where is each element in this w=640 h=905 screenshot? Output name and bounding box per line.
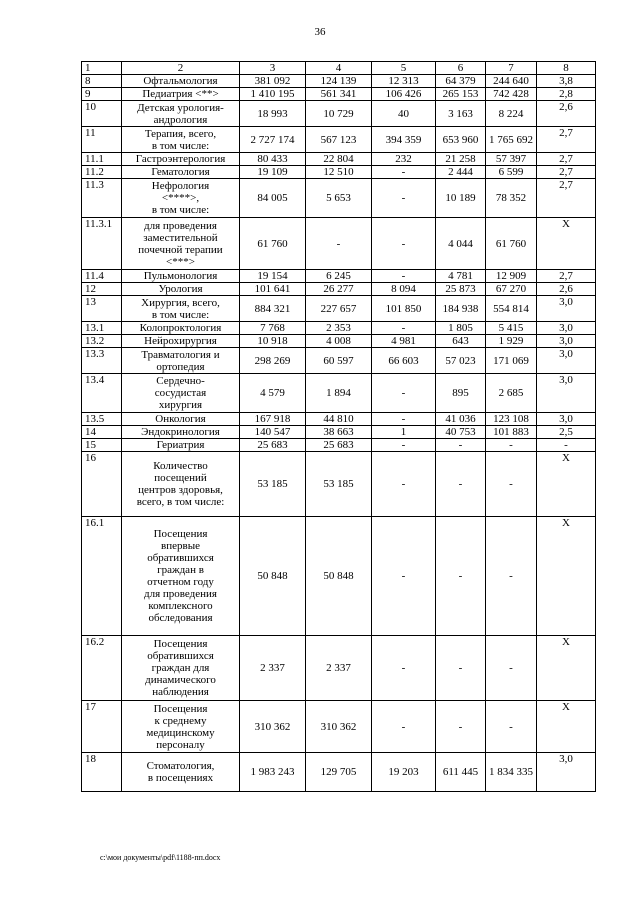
table-cell: 4 579 (240, 374, 306, 413)
table-cell: - (436, 636, 486, 701)
table-row (82, 270, 596, 283)
table-cell: 50 848 (240, 517, 306, 636)
table-cell: Эндокринология (122, 426, 240, 439)
table-cell: - (436, 517, 486, 636)
table-row (82, 218, 596, 270)
table-cell: 227 657 (306, 296, 372, 322)
table-cell: 3,0 (537, 348, 596, 374)
table-cell: 895 (436, 374, 486, 413)
table-cell: 1 805 (436, 322, 486, 335)
table-cell: 11.3 (82, 179, 122, 218)
table-cell: Нефрология <****>, в том числе: (122, 179, 240, 218)
table-cell: 44 810 (306, 413, 372, 426)
table-cell: 4 044 (436, 218, 486, 270)
table-cell: Х (537, 218, 596, 270)
table-cell: 25 683 (240, 439, 306, 452)
table-cell: 16 (82, 452, 122, 517)
table-cell: 11.1 (82, 153, 122, 166)
table-row (82, 413, 596, 426)
table-cell: 6 245 (306, 270, 372, 283)
table-cell: 10 918 (240, 335, 306, 348)
table-cell: 13.2 (82, 335, 122, 348)
table-row (82, 753, 596, 792)
table-cell: 41 036 (436, 413, 486, 426)
table-cell: 310 362 (306, 701, 372, 753)
table-cell: 13.1 (82, 322, 122, 335)
table-cell: 123 108 (486, 413, 537, 426)
table-cell: 1 834 335 (486, 753, 537, 792)
table-cell: 19 154 (240, 270, 306, 283)
table-cell: - (372, 166, 436, 179)
table-cell: 11 (82, 127, 122, 153)
table-cell: 265 153 (436, 88, 486, 101)
table-cell: 171 069 (486, 348, 537, 374)
table-cell: - (436, 701, 486, 753)
table-cell: 2 337 (306, 636, 372, 701)
table-cell: - (372, 517, 436, 636)
table-cell: 15 (82, 439, 122, 452)
table-cell: 2 337 (240, 636, 306, 701)
table-row (82, 322, 596, 335)
table-cell: - (372, 701, 436, 753)
table-cell: 3,0 (537, 374, 596, 413)
table-cell: 1 (372, 426, 436, 439)
table-row (82, 296, 596, 322)
table-cell: 40 753 (436, 426, 486, 439)
table-row (82, 636, 596, 701)
table-cell: 101 883 (486, 426, 537, 439)
table-cell: 53 185 (306, 452, 372, 517)
table-cell: 381 092 (240, 75, 306, 88)
table-cell: 26 277 (306, 283, 372, 296)
table-cell: 12 510 (306, 166, 372, 179)
table-cell: 21 258 (436, 153, 486, 166)
table-cell: - (372, 413, 436, 426)
table-cell: 13.3 (82, 348, 122, 374)
table-cell: 2,7 (537, 270, 596, 283)
table-cell: Гастроэнтерология (122, 153, 240, 166)
table-cell: 4 981 (372, 335, 436, 348)
table-cell: 7 768 (240, 322, 306, 335)
table-cell: 5 415 (486, 322, 537, 335)
table-cell: 3,0 (537, 322, 596, 335)
column-number-cell: 3 (240, 62, 306, 75)
table-cell: 57 397 (486, 153, 537, 166)
table-cell: 2,5 (537, 426, 596, 439)
table-row (82, 166, 596, 179)
table-cell: 13 (82, 296, 122, 322)
table-cell: 310 362 (240, 701, 306, 753)
table-cell: Гериатрия (122, 439, 240, 452)
table-cell: 25 873 (436, 283, 486, 296)
table-cell: для проведения заместительной почечной терапии <***> (122, 218, 240, 270)
table-cell: 13.5 (82, 413, 122, 426)
table-cell: Сердечно- сосудистая хирургия (122, 374, 240, 413)
table-row (82, 153, 596, 166)
table-cell: 2,7 (537, 153, 596, 166)
table-cell: Нейрохирургия (122, 335, 240, 348)
table-row (82, 517, 596, 636)
table-cell: 298 269 (240, 348, 306, 374)
page-number: 36 (314, 26, 326, 38)
column-number-cell: 1 (82, 62, 122, 75)
table-cell: 140 547 (240, 426, 306, 439)
table-cell: 567 123 (306, 127, 372, 153)
table-cell: 2 353 (306, 322, 372, 335)
table-cell: - (486, 439, 537, 452)
table-cell: - (372, 439, 436, 452)
table-row (82, 374, 596, 413)
table-cell: Х (537, 452, 596, 517)
table-cell: 12 909 (486, 270, 537, 283)
table-cell: 2,6 (537, 101, 596, 127)
table-cell: 3,0 (537, 335, 596, 348)
table-cell: - (372, 270, 436, 283)
table-cell: 2 685 (486, 374, 537, 413)
table-cell: 611 445 (436, 753, 486, 792)
table-cell: - (372, 636, 436, 701)
table-cell: - (486, 517, 537, 636)
table-cell: 5 653 (306, 179, 372, 218)
table-cell: Посещения впервые обратившихся граждан в отчетном году для проведения комплексного обследования (122, 517, 240, 636)
table-cell: 17 (82, 701, 122, 753)
table-cell: Х (537, 636, 596, 701)
table-cell: Хирургия, всего, в том числе: (122, 296, 240, 322)
table-cell: Травматология и ортопедия (122, 348, 240, 374)
table-cell: 84 005 (240, 179, 306, 218)
table-row (82, 101, 596, 127)
table-cell: 14 (82, 426, 122, 439)
table-cell: 61 760 (240, 218, 306, 270)
table-cell: - (537, 439, 596, 452)
table-cell: - (372, 322, 436, 335)
table-cell: 1 929 (486, 335, 537, 348)
table-cell: 643 (436, 335, 486, 348)
table-cell: 50 848 (306, 517, 372, 636)
table-cell: 167 918 (240, 413, 306, 426)
table-row (82, 439, 596, 452)
table-cell: 124 139 (306, 75, 372, 88)
table-cell: - (486, 636, 537, 701)
table-cell: 11.2 (82, 166, 122, 179)
table-cell: - (436, 452, 486, 517)
table-cell: - (372, 218, 436, 270)
table-row (82, 335, 596, 348)
table-cell: 232 (372, 153, 436, 166)
table-cell: 64 379 (436, 75, 486, 88)
table-cell: 1 410 195 (240, 88, 306, 101)
table-cell: Посещения обратившихся граждан для динамического наблюдения (122, 636, 240, 701)
table-cell: Онкология (122, 413, 240, 426)
table-cell: Количество посещений центров здоровья, всего, в том числе: (122, 452, 240, 517)
table-cell: 3,0 (537, 296, 596, 322)
table-cell: Колопроктология (122, 322, 240, 335)
table-cell: 2,7 (537, 166, 596, 179)
table-cell: 11.4 (82, 270, 122, 283)
table-cell: 2 727 174 (240, 127, 306, 153)
table-cell: 2,6 (537, 283, 596, 296)
table-cell: 2,7 (537, 127, 596, 153)
table-row (82, 88, 596, 101)
table-cell: 13.4 (82, 374, 122, 413)
table-cell: - (372, 452, 436, 517)
table-cell: 742 428 (486, 88, 537, 101)
table-cell: 184 938 (436, 296, 486, 322)
table-cell: 18 993 (240, 101, 306, 127)
table-cell: 11.3.1 (82, 218, 122, 270)
table-cell: 106 426 (372, 88, 436, 101)
table-cell: Терапия, всего, в том числе: (122, 127, 240, 153)
table-row (82, 179, 596, 218)
table-cell: 394 359 (372, 127, 436, 153)
table-cell: 25 683 (306, 439, 372, 452)
table-row (82, 75, 596, 88)
table-cell: 6 599 (486, 166, 537, 179)
table-cell: 10 189 (436, 179, 486, 218)
table-cell: 561 341 (306, 88, 372, 101)
column-number-cell: 4 (306, 62, 372, 75)
table-cell: 1 765 692 (486, 127, 537, 153)
table-cell: 60 597 (306, 348, 372, 374)
table-cell: 16.1 (82, 517, 122, 636)
table-cell: 10 729 (306, 101, 372, 127)
table-cell: 1 983 243 (240, 753, 306, 792)
table-cell: 9 (82, 88, 122, 101)
table-cell: 2,7 (537, 179, 596, 218)
table-cell: 10 (82, 101, 122, 127)
table-cell: 53 185 (240, 452, 306, 517)
table-cell: 22 804 (306, 153, 372, 166)
table-cell: 57 023 (436, 348, 486, 374)
table-row (82, 452, 596, 517)
table-cell: 129 705 (306, 753, 372, 792)
table-cell: 67 270 (486, 283, 537, 296)
table-cell: Офтальмология (122, 75, 240, 88)
header-row (82, 62, 596, 75)
table-cell: 244 640 (486, 75, 537, 88)
table-cell: 40 (372, 101, 436, 127)
file-path-footer: c:\мои документы\pdf\1188-пп.docx (100, 853, 221, 862)
column-number-cell: 6 (436, 62, 486, 75)
table-cell: - (372, 179, 436, 218)
table-cell: Пульмонология (122, 270, 240, 283)
table-cell: Стоматология, в посещениях (122, 753, 240, 792)
table-cell: - (486, 701, 537, 753)
table-cell: 38 663 (306, 426, 372, 439)
table-cell: Детская урология- андрология (122, 101, 240, 127)
column-number-cell: 5 (372, 62, 436, 75)
table-cell: 16.2 (82, 636, 122, 701)
table-cell: 80 433 (240, 153, 306, 166)
table-cell: 4 781 (436, 270, 486, 283)
table-cell: - (306, 218, 372, 270)
table-cell: 8 224 (486, 101, 537, 127)
table-cell: 66 603 (372, 348, 436, 374)
table-cell: Посещения к среднему медицинскому персоналу (122, 701, 240, 753)
table-cell: 12 313 (372, 75, 436, 88)
table-row (82, 127, 596, 153)
table-cell: 2 444 (436, 166, 486, 179)
table-cell: 78 352 (486, 179, 537, 218)
table-cell: 61 760 (486, 218, 537, 270)
table-cell: 1 894 (306, 374, 372, 413)
table-cell: 653 960 (436, 127, 486, 153)
table-cell: 2,8 (537, 88, 596, 101)
table-cell: 8 094 (372, 283, 436, 296)
table-cell: 4 008 (306, 335, 372, 348)
table-cell: 8 (82, 75, 122, 88)
table-cell: Гематология (122, 166, 240, 179)
statistics-table (81, 61, 596, 792)
table-cell: Урология (122, 283, 240, 296)
table-row (82, 283, 596, 296)
table-row (82, 348, 596, 374)
table-cell: 18 (82, 753, 122, 792)
table-row (82, 701, 596, 753)
table-cell: 101 850 (372, 296, 436, 322)
column-number-cell: 7 (486, 62, 537, 75)
table-cell: Х (537, 517, 596, 636)
table-cell: 3 163 (436, 101, 486, 127)
table-cell: 3,8 (537, 75, 596, 88)
table-row (82, 426, 596, 439)
table-cell: 101 641 (240, 283, 306, 296)
table-cell: Х (537, 701, 596, 753)
table-cell: 19 109 (240, 166, 306, 179)
column-number-cell: 8 (537, 62, 596, 75)
table-cell: 19 203 (372, 753, 436, 792)
table-cell: - (372, 374, 436, 413)
table-cell: 12 (82, 283, 122, 296)
column-number-cell: 2 (122, 62, 240, 75)
table-cell: 884 321 (240, 296, 306, 322)
table-cell: 554 814 (486, 296, 537, 322)
table-cell: Педиатрия <**> (122, 88, 240, 101)
table-cell: 3,0 (537, 413, 596, 426)
table-cell: - (436, 439, 486, 452)
table-cell: - (486, 452, 537, 517)
table-cell: 3,0 (537, 753, 596, 792)
